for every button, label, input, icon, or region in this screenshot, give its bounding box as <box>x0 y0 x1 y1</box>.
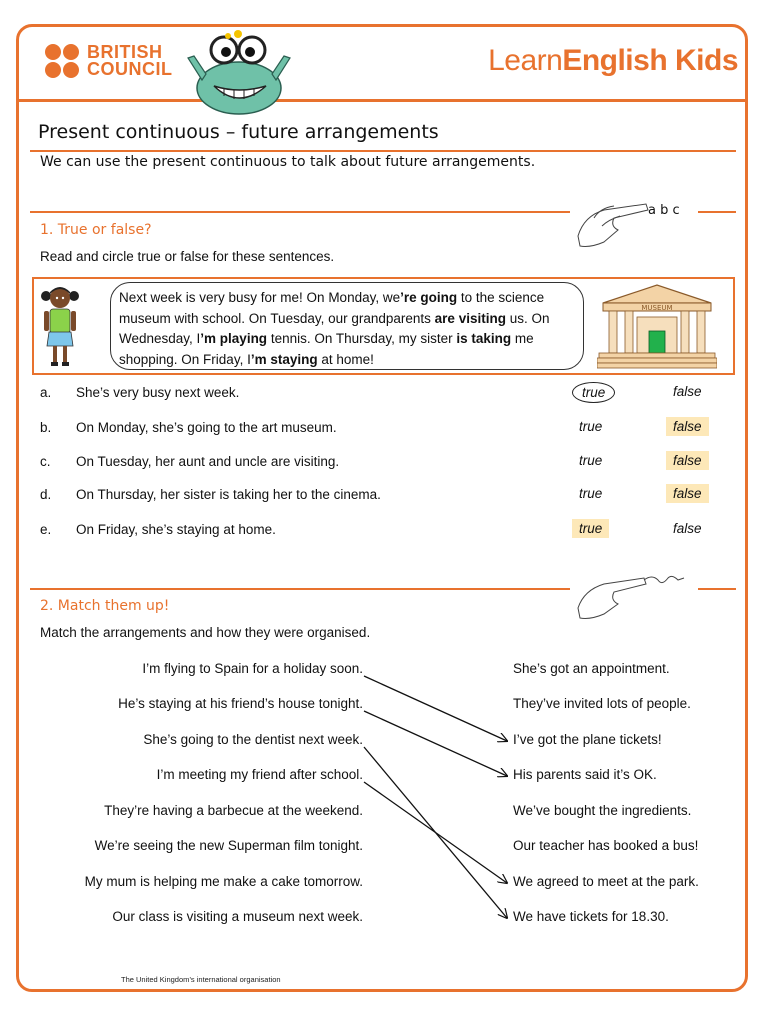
true-option[interactable]: true <box>572 382 615 403</box>
match-left-item[interactable]: We’re seeing the new Superman film tonight. <box>94 838 363 853</box>
brand-line-2: COUNCIL <box>87 59 173 79</box>
brand-line-1: BRITISH <box>87 42 163 62</box>
match-right-item[interactable]: She’s got an appointment. <box>513 661 670 676</box>
match-right-item[interactable]: Our teacher has booked a bus! <box>513 838 699 853</box>
row-sentence: On Monday, she’s going to the art museum. <box>76 420 337 435</box>
story-text: tennis. On Thursday, my sister <box>267 331 457 346</box>
footer-text: The United Kingdom’s international organisation <box>121 975 281 984</box>
match-line <box>364 711 507 776</box>
story-verb: ’re going <box>400 290 458 305</box>
match-right-item[interactable]: We have tickets for 18.30. <box>513 909 669 924</box>
row-letter: b. <box>40 420 52 435</box>
row-sentence: On Thursday, her sister is taking her to the cinema. <box>76 487 381 502</box>
story-text: to the science museum with school. On Tuesday, our grandparents <box>119 290 545 326</box>
section-1-heading: 1. True or false? <box>40 222 152 238</box>
false-option[interactable]: false <box>666 451 709 470</box>
story-verb: ’m playing <box>200 331 268 346</box>
row-sentence: On Friday, she’s staying at home. <box>76 522 276 537</box>
site-name-part1: Learn <box>488 44 563 77</box>
true-option[interactable]: true <box>572 519 609 538</box>
match-left-item[interactable]: He’s staying at his friend’s house tonight. <box>118 696 363 711</box>
row-letter: c. <box>40 454 51 469</box>
story-text: at home! <box>317 351 374 367</box>
section-1-instruction: Read and circle true or false for these sentences. <box>40 249 335 264</box>
abc-label: a b c <box>648 203 680 218</box>
match-right-item[interactable]: We’ve bought the ingredients. <box>513 803 692 818</box>
true-option[interactable]: true <box>579 419 603 434</box>
true-option[interactable]: true <box>579 453 603 468</box>
row-letter: d. <box>40 487 52 502</box>
match-right-item[interactable]: His parents said it’s OK. <box>513 767 657 782</box>
row-sentence: She’s very busy next week. <box>76 385 240 400</box>
row-letter: e. <box>40 522 52 537</box>
row-letter: a. <box>40 385 52 400</box>
story-verb: is taking <box>456 331 512 346</box>
true-option[interactable]: true <box>579 486 603 501</box>
false-option[interactable]: false <box>666 484 709 503</box>
match-left-item[interactable]: They’re having a barbecue at the weekend. <box>104 803 363 818</box>
intro-text: We can use the present continuous to talk about future arrangements. <box>40 154 536 170</box>
match-left-item[interactable]: I’m flying to Spain for a holiday soon. <box>142 661 363 676</box>
story-text: us. On Wednesday, I <box>119 310 550 346</box>
section-2-heading: 2. Match them up! <box>40 598 170 614</box>
row-sentence: On Tuesday, her aunt and uncle are visiting. <box>76 454 340 469</box>
match-right-item[interactable]: I’ve got the plane tickets! <box>513 732 662 747</box>
page-title: Present continuous – future arrangements <box>38 121 439 143</box>
story-text: me shopping. On Friday, I <box>119 331 534 367</box>
site-name-part2: English Kids <box>562 44 738 77</box>
match-left-item[interactable]: Our class is visiting a museum next week. <box>112 909 363 924</box>
section-2-instruction: Match the arrangements and how they were organised. <box>40 625 371 640</box>
story-verb: are visiting <box>434 310 506 326</box>
story-text: Next week is very busy for me! On Monday, we <box>119 290 401 305</box>
match-left-item[interactable]: My mum is helping me make a cake tomorrow. <box>84 874 363 889</box>
match-right-item[interactable]: We agreed to meet at the park. <box>513 874 699 889</box>
false-option[interactable]: false <box>673 384 702 399</box>
story-verb: ’m staying <box>250 351 318 367</box>
match-line <box>364 782 507 883</box>
false-option[interactable]: false <box>666 417 709 436</box>
match-left-item[interactable]: I’m meeting my friend after school. <box>156 767 363 782</box>
museum-sign: MUSEUM <box>641 304 673 312</box>
false-option[interactable]: false <box>673 521 702 536</box>
match-right-item[interactable]: They’ve invited lots of people. <box>513 696 691 711</box>
match-line <box>364 676 507 741</box>
match-left-item[interactable]: She’s going to the dentist next week. <box>143 732 363 747</box>
